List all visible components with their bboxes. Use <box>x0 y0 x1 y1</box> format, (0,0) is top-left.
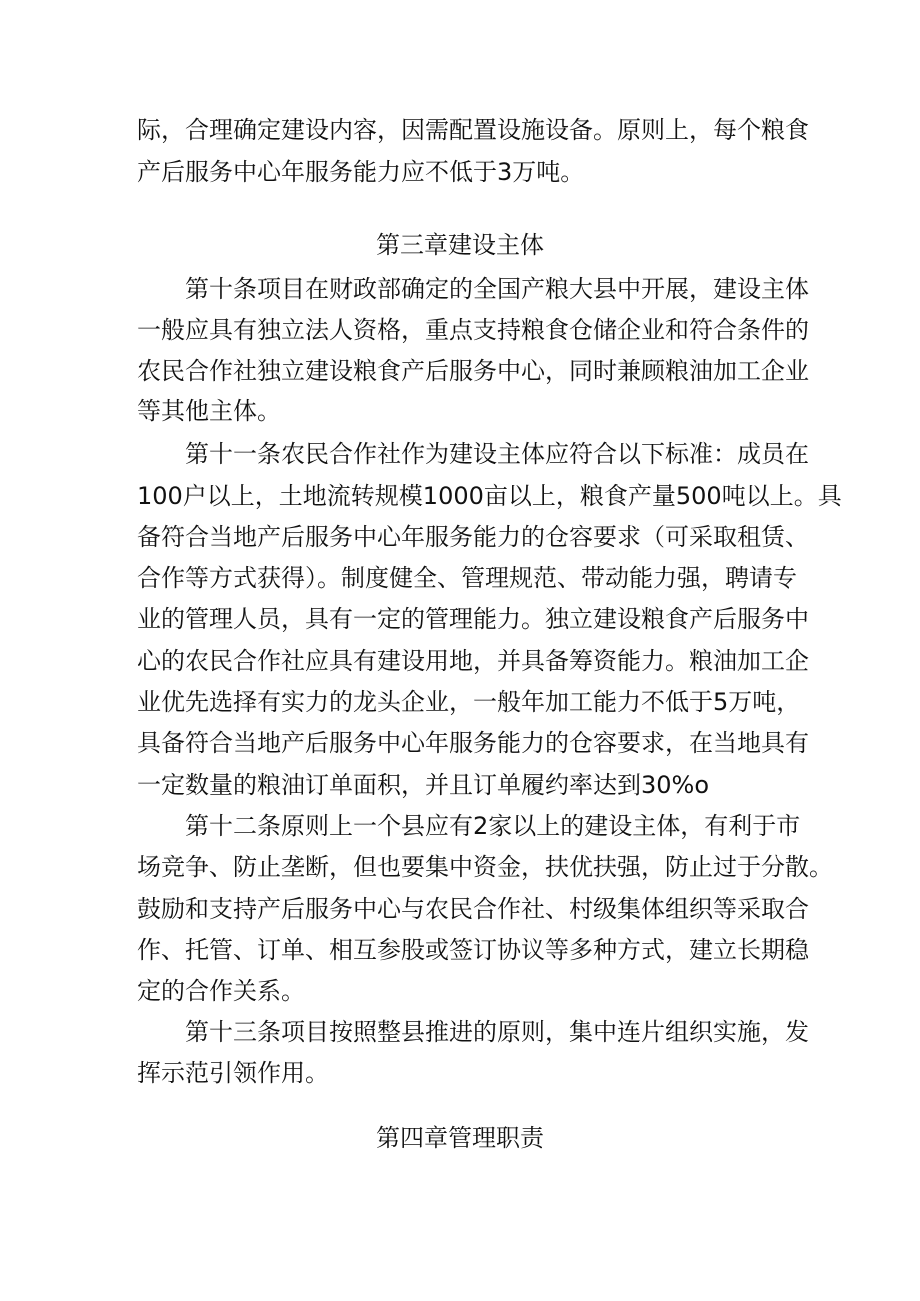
text-line: 定的合作关系。 <box>137 977 305 1005</box>
text-line: 备符合当地产后服务中心年服务能力的仓容要求（可采取租赁、 <box>137 523 809 551</box>
text-line: 第十一条农民合作社作为建设主体应符合以下标准：成员在 <box>185 440 809 468</box>
text-line: 第十三条项目按照整县推进的原则，集中连片组织实施，发 <box>185 1018 809 1046</box>
text-line: 业优先选择有实力的龙头企业，一般年加工能力不低于5万吨， <box>137 688 801 716</box>
text-line: 心的农民合作社应具有建设用地，并具备筹资能力。粮油加工企 <box>137 647 809 675</box>
text-line: 一般应具有独立法人资格，重点支持粮食仓储企业和符合条件的 <box>137 316 809 344</box>
text-line: 作、托管、订单、相互参股或签订协议等多种方式，建立长期稳 <box>137 936 809 964</box>
text-line: 农民合作社独立建设粮食产后服务中心，同时兼顾粮油加工企业 <box>137 357 809 385</box>
text-line: 第十二条原则上一个县应有2家以上的建设主体，有利于市 <box>185 812 801 840</box>
text-line: 第十条项目在财政部确定的全国产粮大县中开展，建设主体 <box>185 275 809 303</box>
chapter-heading: 第四章管理职责 <box>376 1124 544 1152</box>
text-line: 100户以上，土地流转规模1000亩以上，粮食产量500吨以上。具 <box>137 482 842 510</box>
text-line: 挥示范引领作用。 <box>137 1059 329 1087</box>
text-line: 业的管理人员，具有一定的管理能力。独立建设粮食产后服务中 <box>137 605 809 633</box>
text-line: 际，合理确定建设内容，因需配置设施设备。原则上，每个粮食 <box>137 116 809 144</box>
text-line: 合作等方式获得）。制度健全、管理规范、带动能力强，聘请专 <box>137 564 797 592</box>
text-line: 鼓励和支持产后服务中心与农民合作社、村级集体组织等采取合 <box>137 895 809 923</box>
text-line: 等其他主体。 <box>137 397 281 425</box>
text-line: 一定数量的粮油订单面积，并且订单履约率达到30%o <box>137 771 710 799</box>
text-line: 产后服务中心年服务能力应不低于3万吨。 <box>137 158 585 186</box>
chapter-heading: 第三章建设主体 <box>376 231 544 259</box>
text-line: 具备符合当地产后服务中心年服务能力的仓容要求，在当地具有 <box>137 729 809 757</box>
text-line: 场竞争、防止垄断，但也要集中资金，扶优扶强，防止过于分散。 <box>137 853 833 881</box>
